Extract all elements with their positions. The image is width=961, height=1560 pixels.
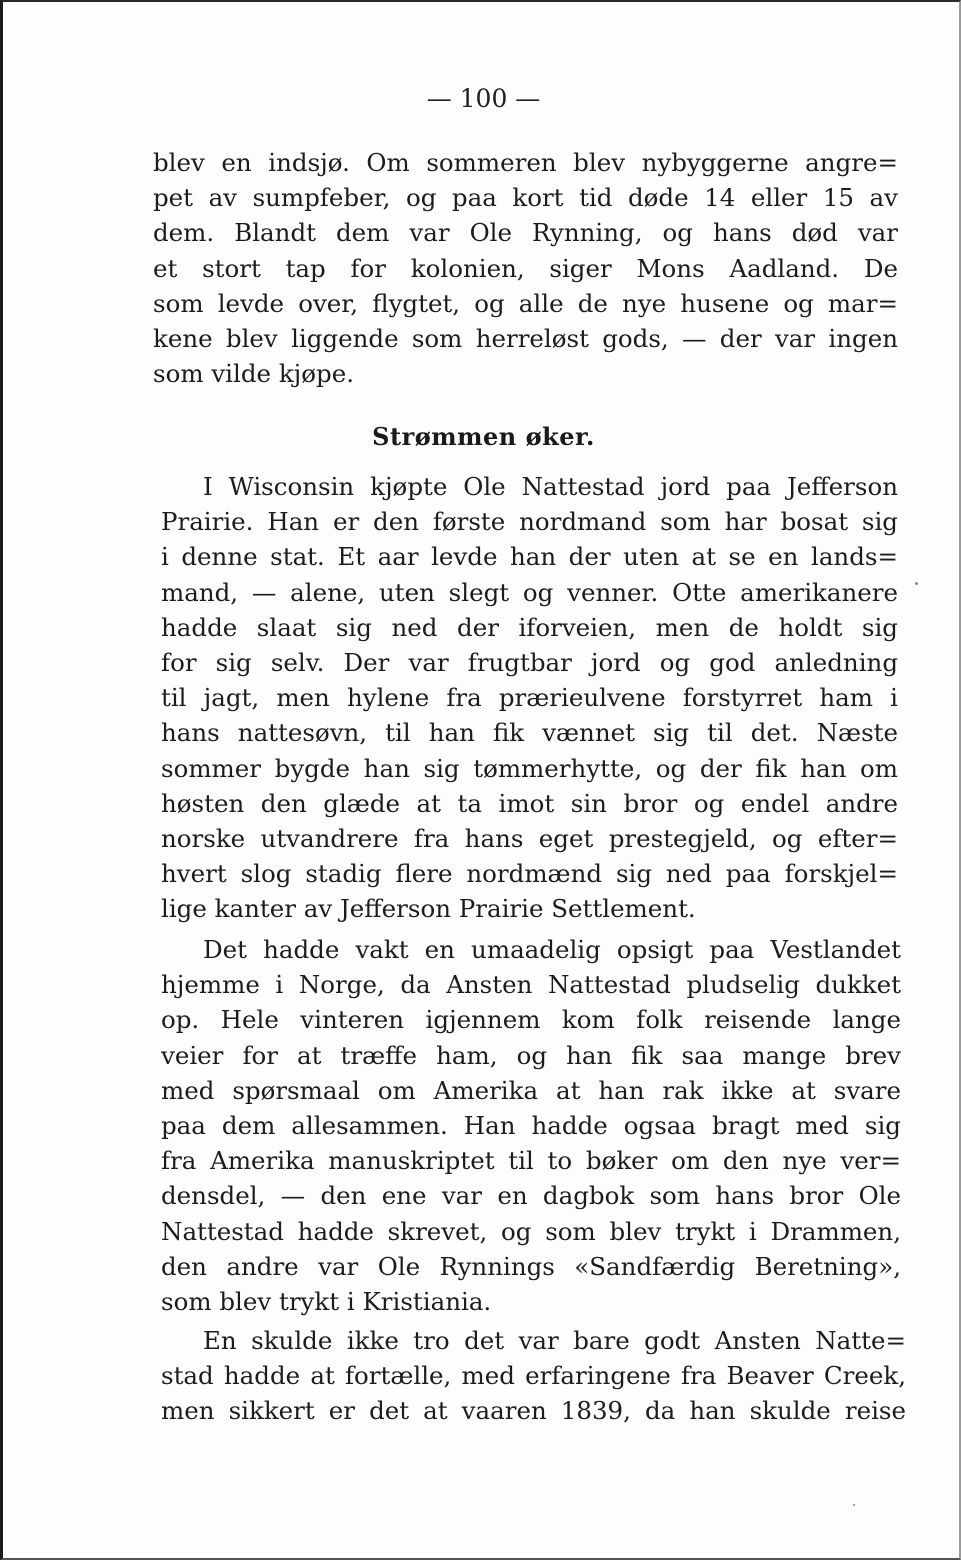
text-line: mand, — alene, uten slegt og venner. Otte amerikanere <box>161 577 898 607</box>
page-number: — 100 — <box>426 84 541 113</box>
text-line: til jagt, men hylene fra prærieulvene forstyrret ham i <box>161 683 898 713</box>
text-line: hadde slaat sig ned der iforveien, men de holdt sig <box>161 612 898 642</box>
text-line: som blev trykt i Kristiania. <box>161 1286 492 1316</box>
text-line: for sig selv. Der var frugtbar jord og god anledning <box>161 647 898 677</box>
text-line: som vilde kjøpe. <box>153 359 354 389</box>
text-line: Det hadde vakt en umaadelig opsigt paa Vestlandet <box>203 935 901 964</box>
text-line: norske utvandrere fra hans eget prestegjeld, og efter= <box>161 823 898 853</box>
text-line: Prairie. Han er den første nordmand som har bosat sig <box>161 507 898 537</box>
text-line: fra Amerika manuskriptet til to bøker om den nye ver= <box>161 1146 901 1176</box>
scan-speck <box>853 1504 855 1506</box>
text-line: hjemme i Norge, da Ansten Nattestad pludselig dukket <box>161 970 901 1000</box>
text-line: blev en indsjø. Om sommeren blev nybyggerne angre= <box>153 148 898 177</box>
text-line: sommer bygde han sig tømmerhytte, og der fik han om <box>161 753 898 783</box>
text-line: hans nattesøvn, til han fik vænnet sig til det. Næste <box>161 718 898 748</box>
text-line: som levde over, flygtet, og alle de nye husene og mar= <box>153 288 898 318</box>
text-line: En skulde ikke tro det var bare godt Ansten Natte= <box>203 1326 906 1355</box>
text-line: med spørsmaal om Amerika at han rak ikke at svare <box>161 1075 901 1105</box>
text-line: den andre var Ole Rynnings «Sandfærdig Beretning», <box>161 1251 901 1281</box>
text-line: men sikkert er det at vaaren 1839, da han skulde reise <box>161 1396 906 1426</box>
text-line: stad hadde at fortælle, med erfaringene fra Beaver Creek, <box>161 1361 906 1391</box>
scan-speck <box>915 582 918 585</box>
text-line: I Wisconsin kjøpte Ole Nattestad jord paa Jefferson <box>203 472 898 501</box>
text-line: et stort tap for kolonien, siger Mons Aadland. De <box>153 253 898 283</box>
text-line: densdel, — den ene var en dagbok som hans bror Ole <box>161 1181 901 1211</box>
paragraph-4 <box>161 1323 906 1429</box>
text-line: op. Hele vinteren igjennem kom folk reisende lange <box>161 1005 901 1035</box>
text-line: kene blev liggende som herreløst gods, — der var ingen <box>153 323 898 353</box>
paragraph-1 <box>153 145 898 391</box>
text-line: i denne stat. Et aar levde han der uten at se en lands= <box>161 542 898 572</box>
text-line: veier for at træffe ham, og han fik saa mange brev <box>161 1040 901 1070</box>
section-heading: Strømmen øker. <box>372 422 595 451</box>
text-line: pet av sumpfeber, og paa kort tid døde 14 eller 15 av <box>153 183 898 213</box>
text-line: Nattestad hadde skrevet, og som blev trykt i Drammen, <box>161 1216 901 1246</box>
text-line: hvert slog stadig flere nordmænd sig ned paa forskjel= <box>161 859 898 889</box>
text-line: lige kanter av Jefferson Prairie Settlement. <box>161 894 696 924</box>
paragraph-3 <box>161 932 901 1319</box>
paragraph-2 <box>161 469 898 926</box>
text-line: høsten den glæde at ta imot sin bror og endel andre <box>161 788 898 818</box>
text-line: dem. Blandt dem var Ole Rynning, og hans død var <box>153 218 898 248</box>
text-line: paa dem allesammen. Han hadde ogsaa bragt med sig <box>161 1110 901 1140</box>
